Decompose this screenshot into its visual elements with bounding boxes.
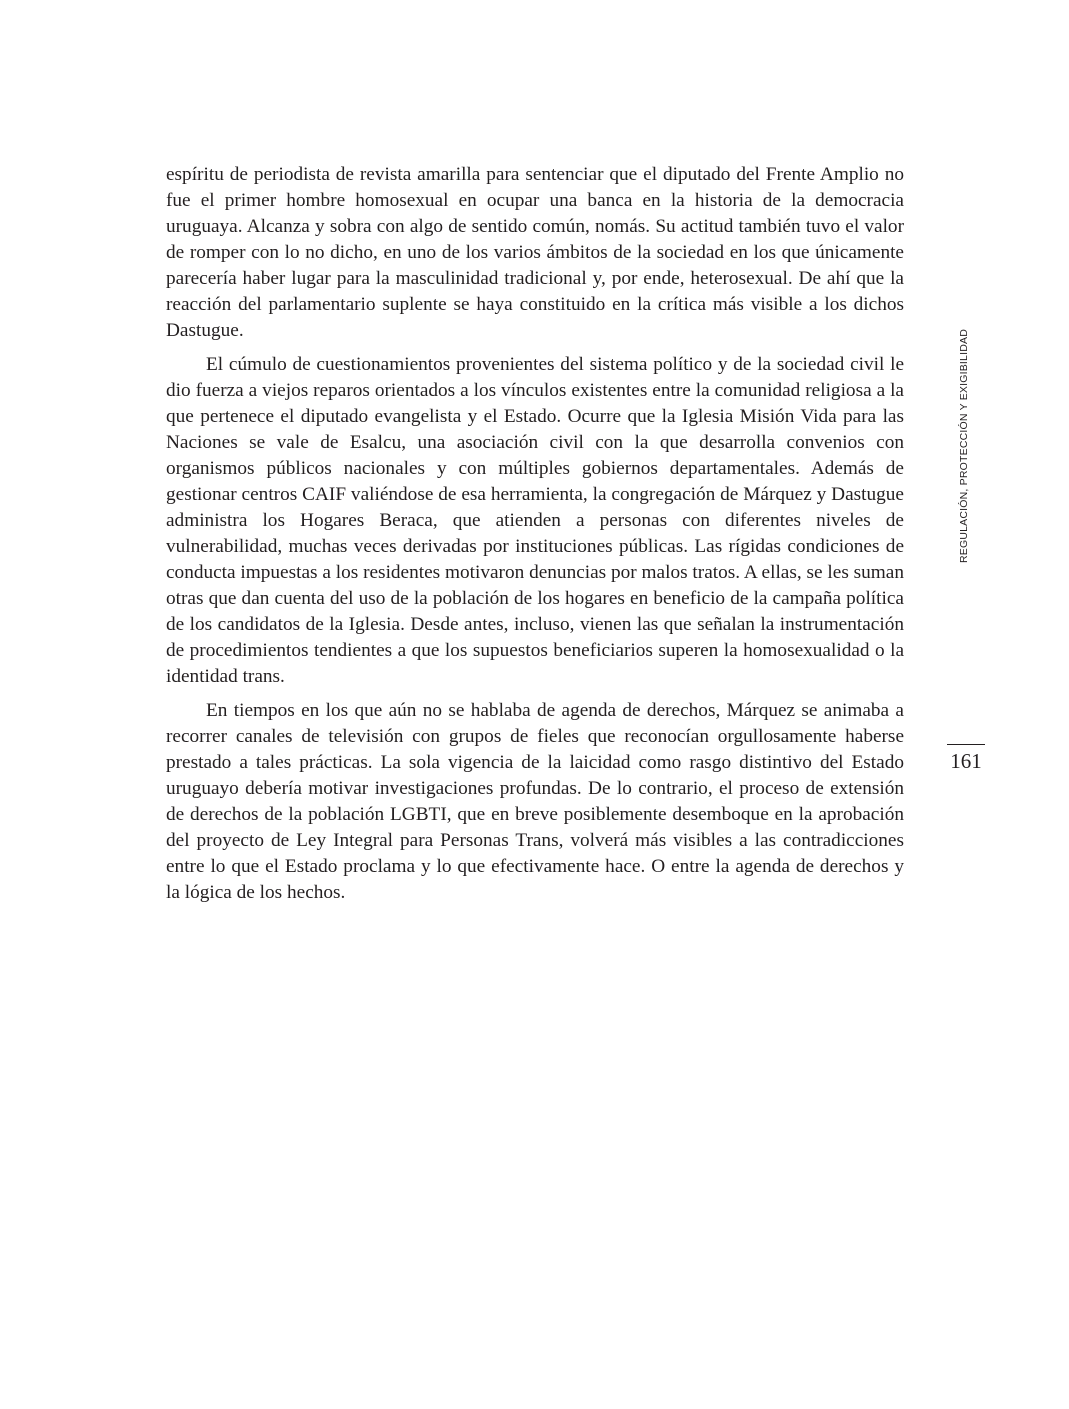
paragraph-3: En tiempos en los que aún no se hablaba de agenda de derechos, Márquez se animaba a recorrer canales de televisión con grupos de fieles que reconocían orgullosamente haberse prestado a tales prácticas. La sola vigencia de la laicidad como rasgo distintivo del Estado uruguayo debería motivar investigaciones profundas. De lo contrario, el proceso de extensión de derechos de la población LGBTI, que en breve posiblemente desemboque en la aprobación del proyecto de Ley Integral para Personas Trans, volverá más visibles a las contradicciones entre lo que el Estado proclama y lo que efectivamente hace. O entre la agenda de derechos y la lógica de los hechos. (166, 700, 904, 903)
page-number: 161 (950, 749, 982, 773)
running-head: REGULACIÓN, PROTECCIÓN Y EXIGIBILIDAD (958, 329, 970, 563)
page-number-rule (947, 744, 985, 745)
paragraph-2: El cúmulo de cuestionamientos provenientes del sistema político y de la sociedad civil le dio fuerza a viejos reparos orientados a los vínculos existentes entre la comunidad religiosa a la que pertenece el diputado evangelista y el Estado. Ocurre que la Iglesia Misión Vida para las Naciones se vale de Esalcu, una asociación civil con la que desarrolla convenios con organismos públicos nacionales y con múltiples gobiernos departamentales. Además de gestionar centros CAIF valiéndose de esa herramienta, la congregación de Márquez y Dastugue administra los Hogares Beraca, que atienden a personas con diferentes niveles de vulnerabilidad, muchas veces derivadas por instituciones públicas. Las rígidas condiciones de conducta impuestas a los residentes motivaron denuncias por malos tratos. A ellas, se les suman otras que dan cuenta del uso de la población de los hogares en beneficio de la campaña política de los candidatos de la Iglesia. Desde antes, incluso, vienen las que señalan la instrumentación de procedimientos tendientes a que los supuestos beneficiarios superen la homosexualidad o la identidad trans. (166, 354, 904, 687)
body-text (166, 162, 904, 914)
paragraph-1: espíritu de periodista de revista amarilla para sentenciar que el diputado del Frente Amplio no fue el primer hombre homosexual en ocupar una banca en la historia de la democracia uruguaya. Alcanza y sobra con algo de sentido común, nomás. Su actitud también tuvo el valor de romper con lo no dicho, en uno de los varios ámbitos de la sociedad en los que únicamente parecería haber lugar para la masculinidad tradicional y, por ende, heterosexual. De ahí que la reacción del parlamentario suplente se haya constituido en la crítica más visible a los dichos Dastugue. (166, 164, 904, 341)
